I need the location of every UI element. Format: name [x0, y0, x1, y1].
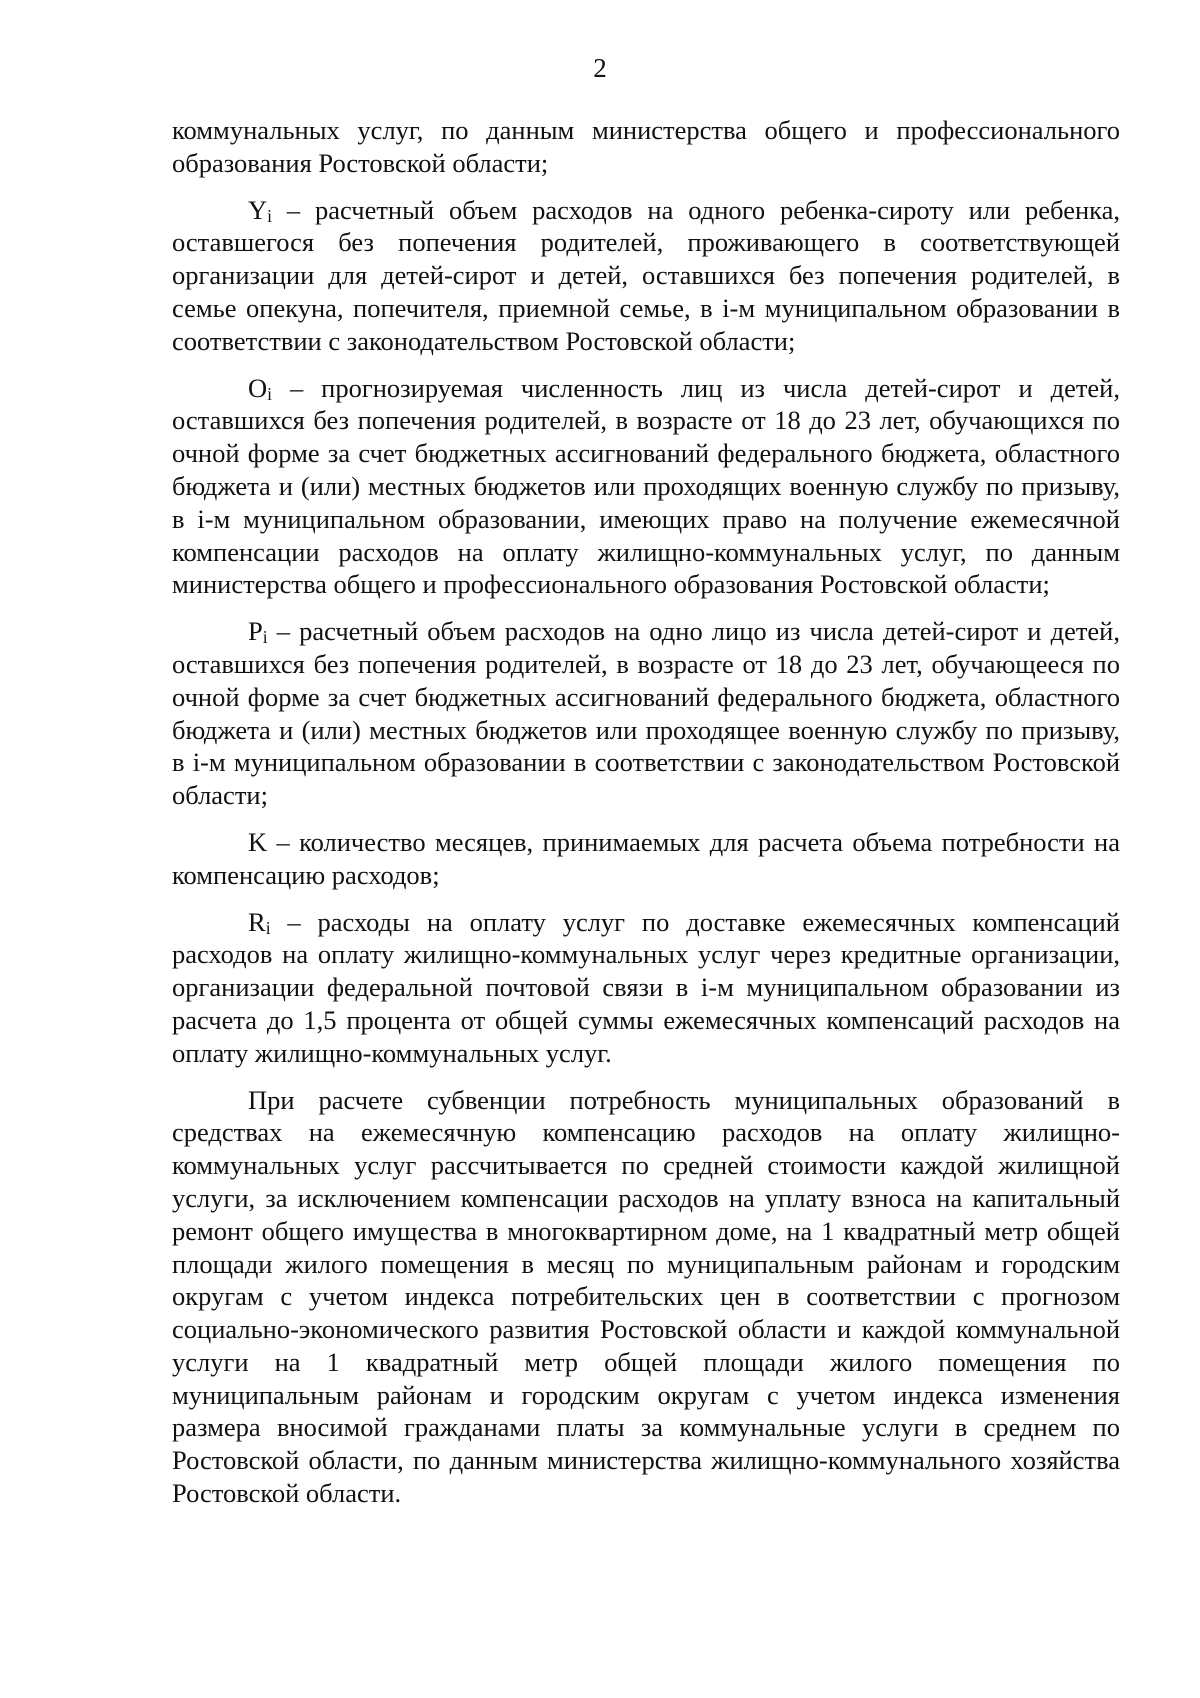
definition-y [172, 194, 1120, 358]
definition-text: – количество месяцев, принимаемых для расчета объема потребности на компенсацию расходов; [172, 826, 1120, 890]
symbol-letter: Y [248, 194, 268, 225]
paragraph-calculation-rules [172, 1084, 1120, 1510]
definition-r [172, 906, 1120, 1070]
symbol-letter: R [248, 906, 266, 937]
page-number: 2 [593, 53, 607, 83]
definition-text: – прогнозируемая численность лиц из числа детей-сирот и детей, оставшихся без попечения родителей, в возрасте от 18 до 23 лет, обучающихся по очной форме за счет бюджетных ассигнований федерального бюджета, областного бюджета и (или) местных бюджетов или проходящих военную службу по призыву, в i-м муниципальном образовании, имеющих право на получение ежемесячной компенсации расходов на оплату жилищно-коммунальных услуг, по данным министерства общего и профессионального образования Ростовской области; [172, 372, 1120, 600]
symbol-letter: O [248, 372, 268, 403]
document-body [172, 114, 1120, 1524]
definition-text: – расчетный объем расходов на одного ребенка-сироту или ребенка, оставшегося без попечения родителей, проживающего в соответствующей организации для детей-сирот и детей, оставшихся без попечения родителей, в семье опекуна, попечителя, приемной семье, в i-м муниципальном образовании в соответствии с законодательством Ростовской области; [172, 194, 1120, 356]
symbol-letter: P [248, 616, 263, 647]
symbol-subscript: i [267, 205, 272, 226]
definition-p [172, 615, 1120, 812]
formula-symbol [248, 373, 272, 403]
definition-text: – расходы на оплату услуг по доставке ежемесячных компенсаций расходов на оплату жилищно-коммунальных услуг через кредитные организации, организации федеральной почтовой связи в i-м муниципальном образовании из расчета до 1,5 процента от общей суммы ежемесячных компенсаций расходов на оплату жилищно-коммунальных услуг. [172, 906, 1120, 1068]
definition-k [172, 826, 1120, 892]
paragraph-continuation [172, 114, 1120, 180]
formula-symbol [248, 616, 268, 646]
formula-symbol [248, 827, 267, 857]
definition-text: – расчетный объем расходов на одно лицо из числа детей-сирот и детей, оставшихся без попечения родителей, в возрасте от 18 до 23 лет, обучающееся по очной форме за счет бюджетных ассигнований федерального бюджета, областного бюджета и (или) местных бюджетов или проходящее военную службу по призыву, в i-м муниципальном образовании в соответствии с законодательством Ростовской области; [172, 616, 1120, 811]
symbol-subscript: i [265, 917, 271, 938]
symbol-letter: K [248, 826, 268, 857]
formula-symbol [248, 907, 271, 937]
formula-symbol [248, 195, 272, 225]
symbol-subscript: i [262, 627, 268, 648]
symbol-subscript: i [267, 383, 272, 404]
paragraph-text: коммунальных услуг, по данным министерства общего и профессионального образования Ростовской области; [172, 115, 1120, 178]
paragraph-text: При расчете субвенции потребность муниципальных образований в средствах на ежемесячную компенсацию расходов на оплату жилищно-коммунальных услуг рассчитывается по средней стоимости каждой жилищной услуги, за исключением компенсации расходов на уплату взноса на капитальный ремонт общего имущества в многоквартирном доме, на 1 квадратный метр общей площади жилого помещения в месяц по муниципальным районам и городским округам с учетом индекса потребительских цен в соответствии с прогнозом социально-экономического развития Ростовской области и каждой коммунальной услуги на 1 квадратный метр общей площади жилого помещения по муниципальным районам и городским округам с учетом индекса изменения размера вносимой гражданами платы за коммунальные услуги в среднем по Ростовской области, по данным министерства жилищно-коммунального хозяйства Ростовской области. [172, 1084, 1120, 1509]
definition-o [172, 372, 1120, 602]
